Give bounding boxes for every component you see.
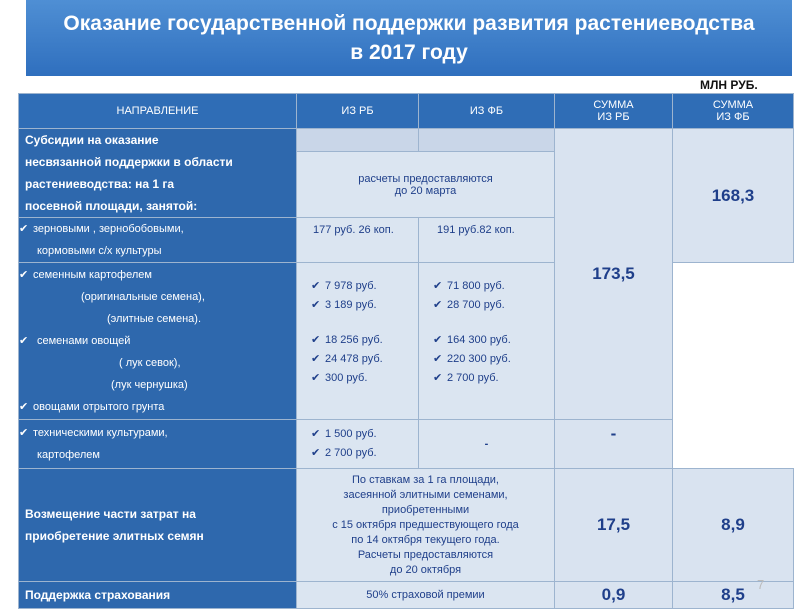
check-icon: ✔ [311, 428, 321, 440]
title-line-1: Оказание государственной поддержки развития растениеводства [63, 12, 755, 35]
check-icon: ✔ [19, 335, 29, 347]
elite-note-line: до 20 октября [389, 563, 462, 576]
potato-label-line1: семенным картофелем [33, 269, 152, 281]
header-sum-rb [555, 94, 673, 129]
elite-label [19, 469, 297, 582]
sum-fb-subsidies: 168,3 [673, 129, 794, 263]
subsidies-rb-blank [297, 129, 419, 152]
check-icon: ✔ [19, 427, 29, 439]
tech-fb: - [419, 420, 555, 469]
grain-label [19, 218, 297, 263]
header-from-rb: ИЗ РБ [297, 94, 419, 129]
potato-fb-value: 28 700 руб. [447, 299, 505, 311]
check-icon: ✔ [19, 269, 29, 281]
elite-note-line: Расчеты предоставляются [357, 548, 494, 561]
elite-note-line: с 15 октября предшествующего года [332, 518, 519, 531]
grain-rb: 177 руб. 26 коп. [297, 218, 419, 263]
table-row-tech [19, 420, 794, 469]
check-icon: ✔ [433, 280, 443, 292]
sum-fb-insurance: 8,5 [673, 582, 794, 609]
grain-fb: 191 руб.82 коп. [419, 218, 555, 263]
elite-note-line: По ставкам за 1 га площади, [352, 473, 499, 486]
check-icon: ✔ [311, 353, 321, 365]
potato-label-line2: (оригинальные семена), [81, 291, 205, 303]
potato-label [19, 263, 297, 420]
check-icon: ✔ [311, 299, 321, 311]
check-icon: ✔ [19, 401, 29, 413]
check-icon: ✔ [433, 299, 443, 311]
elite-note-line: приобретенными [381, 503, 470, 516]
tech-rb [297, 420, 419, 469]
header-row [19, 94, 794, 129]
potato-fb-value: 164 300 руб. [447, 334, 511, 346]
sum-fb-tech: - [555, 420, 673, 469]
elite-note [297, 469, 555, 582]
support-table [18, 93, 794, 609]
insurance-label: Поддержка страхования [19, 582, 297, 609]
check-icon: ✔ [19, 223, 29, 235]
units-label: МЛН РУБ. [700, 78, 758, 92]
check-icon: ✔ [311, 372, 321, 384]
tech-rb-value: 2 700 руб. [325, 447, 377, 459]
check-icon: ✔ [433, 334, 443, 346]
subsidies-label-line1: Субсидии на оказание [25, 133, 159, 147]
tech-rb-value: 1 500 руб. [325, 428, 377, 440]
grain-label-line1: зерновыми , зернобобовыми, [33, 223, 184, 235]
potato-rb-value: 3 189 руб. [325, 299, 377, 311]
subsidies-label-line4: посевной площади, занятой: [25, 199, 198, 213]
check-icon: ✔ [311, 280, 321, 292]
potato-label-line3: (элитные семена). [107, 313, 201, 325]
potato-fb-value: 2 700 руб. [447, 372, 499, 384]
header-sum-fb [673, 94, 794, 129]
table-row-potato [19, 263, 794, 420]
tech-label [19, 420, 297, 469]
slide-title [26, 0, 792, 76]
potato-fb-value: 220 300 руб. [447, 353, 511, 365]
subsidies-note-line1: расчеты предоставляются [358, 172, 493, 185]
subsidies-note [297, 152, 555, 218]
potato-rb-value: 300 руб. [325, 372, 368, 384]
header-sum-rb-line2: ИЗ РБ [597, 111, 630, 123]
potato-label-line5: ( лук севок), [119, 357, 181, 369]
elite-note-line: засеянной элитными семенами, [343, 488, 508, 501]
subsidies-label-line2: несвязанной поддержки в области [25, 155, 233, 169]
potato-rb [297, 263, 419, 420]
sum-rb-subsidies: 173,5 [555, 129, 673, 420]
sum-rb-insurance: 0,9 [555, 582, 673, 609]
subsidies-fb-blank [419, 129, 555, 152]
potato-label-line4: семенами овощей [37, 335, 131, 347]
potato-label-line6: (лук чернушка) [111, 379, 188, 391]
page-number: 7 [757, 577, 765, 592]
tech-label-line1: техническими культурами, [33, 427, 168, 439]
table-row-insurance [19, 582, 794, 609]
potato-label-line7: овощами отрытого грунта [33, 401, 165, 413]
potato-rb-value: 18 256 руб. [325, 334, 383, 346]
elite-note-line: по 14 октября текущего года. [351, 533, 500, 546]
grain-label-line2: кормовыми с/х культуры [37, 245, 162, 257]
subsidies-label-line3: растениеводства: на 1 га [25, 177, 175, 191]
header-sum-fb-line1: СУММА [712, 99, 754, 111]
title-line-2: в 2017 году [350, 41, 468, 64]
potato-rb-value: 24 478 руб. [325, 353, 383, 365]
tech-label-line2: картофелем [37, 449, 100, 461]
potato-rb-value: 7 978 руб. [325, 280, 377, 292]
elite-label-line2: приобретение элитных семян [25, 529, 204, 543]
header-direction: НАПРАВЛЕНИЕ [19, 94, 297, 129]
check-icon: ✔ [433, 372, 443, 384]
table-row-elite [19, 469, 794, 582]
potato-fb-value: 71 800 руб. [447, 280, 505, 292]
potato-fb [419, 263, 555, 420]
header-sum-rb-line1: СУММА [593, 99, 634, 111]
table-row-subsidies-top [19, 129, 794, 152]
subsidies-label [19, 129, 297, 218]
header-sum-fb-line2: ИЗ ФБ [716, 111, 750, 123]
elite-label-line1: Возмещение части затрат на [25, 507, 196, 521]
check-icon: ✔ [311, 447, 321, 459]
check-icon: ✔ [311, 334, 321, 346]
insurance-note: 50% страховой премии [297, 582, 555, 609]
subsidies-note-line2: до 20 марта [394, 184, 457, 197]
sum-rb-elite: 17,5 [555, 469, 673, 582]
header-from-fb: ИЗ ФБ [419, 94, 555, 129]
sum-fb-elite: 8,9 [673, 469, 794, 582]
check-icon: ✔ [433, 353, 443, 365]
